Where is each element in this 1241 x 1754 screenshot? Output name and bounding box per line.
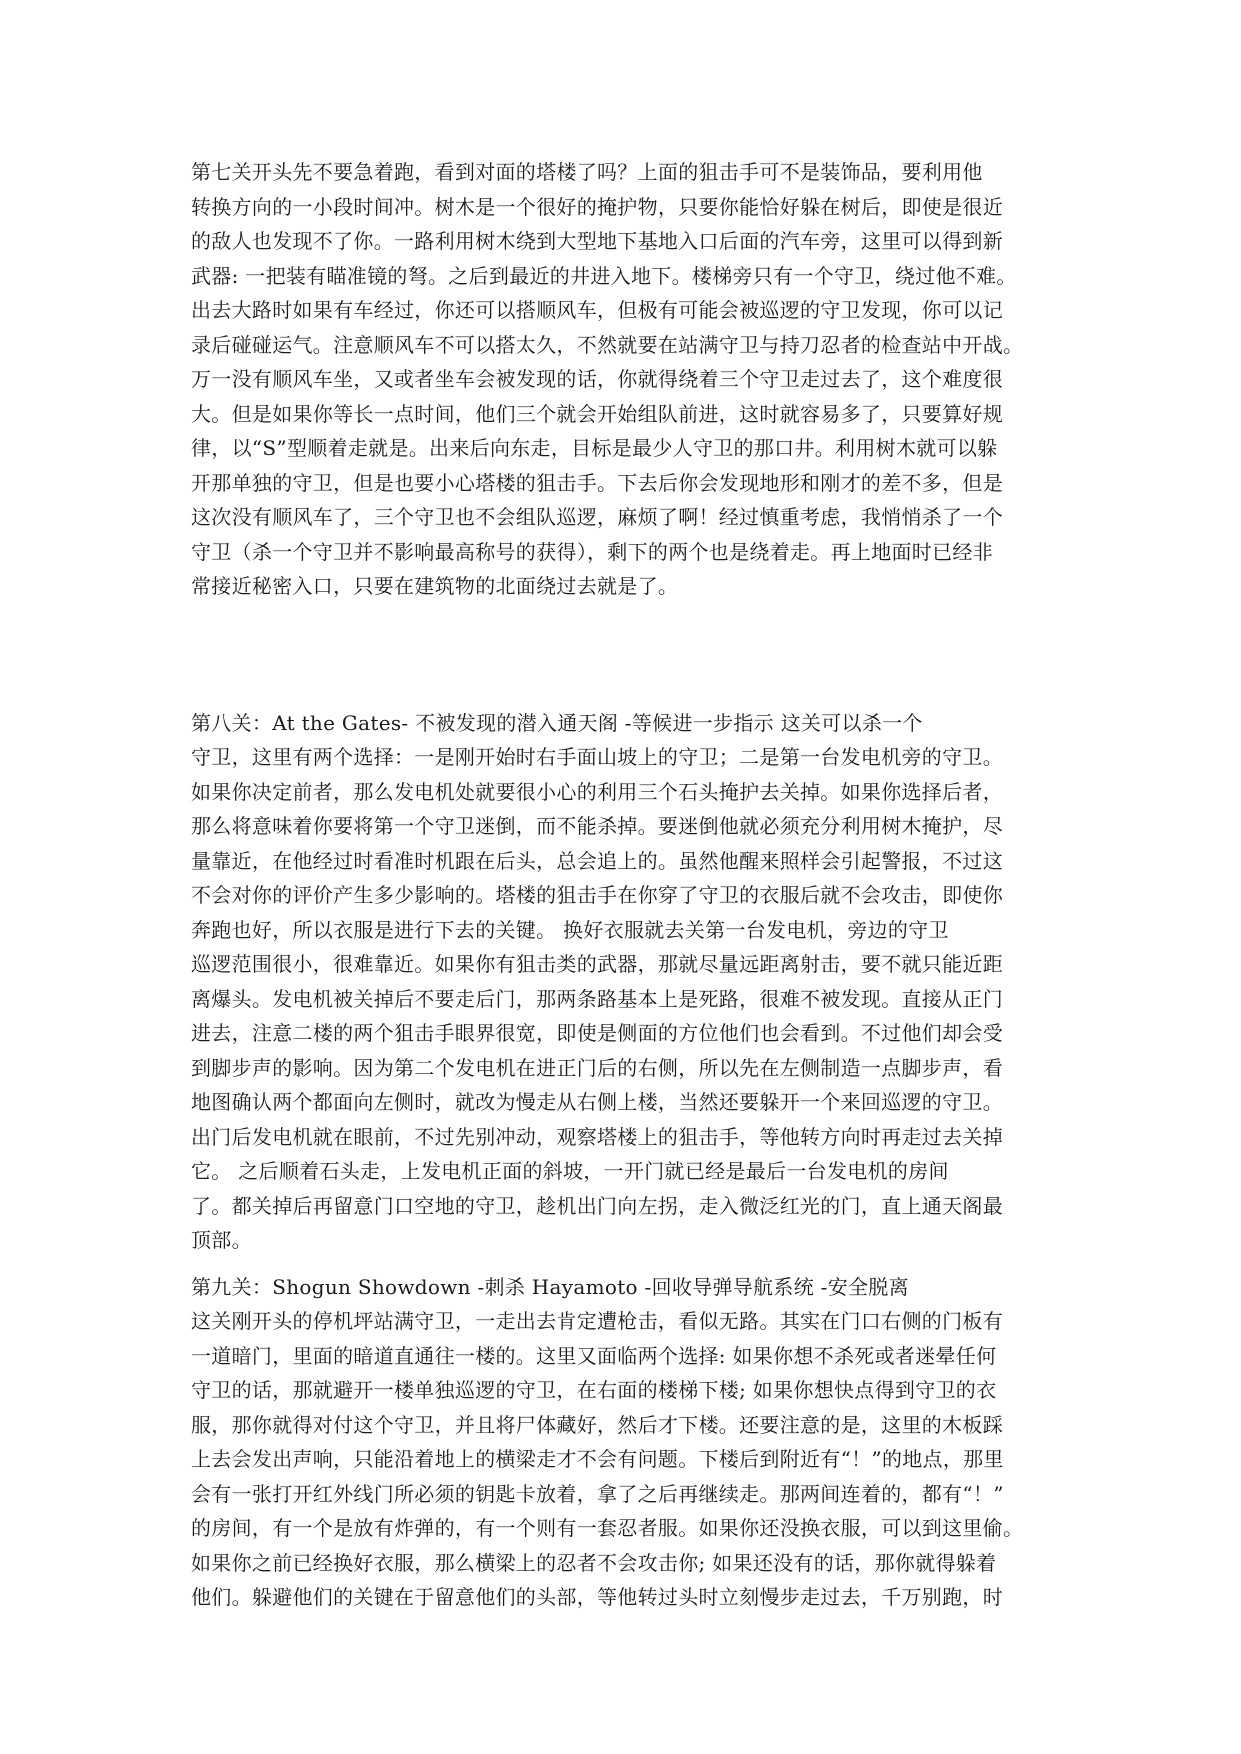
text-line: 进去，注意二楼的两个狙击手眼界很宽，即使是侧面的方位他们也会看到。不过他们却会受 [191,1021,1003,1045]
text-line: 他们。躲避他们的关键在于留意他们的头部，等他转过头时立刻慢步走过去，千万别跑，时 [191,1585,1003,1609]
text-line: 会有一张打开红外线门所必须的钥匙卡放着，拿了之后再继续走。那两间连着的，都有“！” [191,1481,1004,1506]
paragraph-spacer [191,604,1061,706]
text-line: 第八关：At the Gates- 不被发现的潜入通天阁 -等候进一步指示 这关可以杀一个 [191,710,923,735]
paragraph-level-7 [191,155,1061,604]
text-line: 它。 之后顺着石头走，上发电机正面的斜坡，一开门就已经是最后一台发电机的房间 [191,1159,949,1183]
text-line: 开那单独的守卫，但是也要小心塔楼的狙击手。下去后你会发现地形和刚才的差不多，但是 [191,470,1003,495]
text-line: 守卫（杀一个守卫并不影响最高称号的获得），剩下的两个也是绕着走。再上地面时已经非 [191,539,993,564]
text-line: 律，以“S”型顺着走就是。出来后向东走，目标是最少人守卫的那口井。利用树木就可以躲 [191,436,998,460]
text-line: 巡逻范围很小，很难靠近。如果你有狙击类的武器，那就尽量远距离射击，要不就只能近距 [191,952,1003,976]
text-line: 守卫，这里有两个选择：一是刚开始时右手面山坡上的守卫；二是第一台发电机旁的守卫。 [191,745,1003,769]
text-line: 万一没有顺风车坐，又或者坐车会被发现的话，你就得绕着三个守卫走过去了，这个难度很 [191,367,1003,391]
text-line: 转换方向的一小段时间冲。树木是一个很好的掩护物，只要你能恰好躲在树后，即使是很近 [191,194,1003,219]
text-line: 不会对你的评价产生多少影响的。塔楼的狙击手在你穿了守卫的衣服后就不会攻击，即使你 [191,883,1003,907]
text-line: 的房间，有一个是放有炸弹的，有一个则有一套忍者服。如果你还没换衣服，可以到这里偷。 [191,1516,1024,1540]
text-line: 守卫的话，那就避开一楼单独巡逻的守卫，在右面的楼梯下楼; 如果你想快点得到守卫的衣 [191,1378,997,1402]
text-line: 如果你之前已经换好衣服，那么横梁上的忍者不会攻击你; 如果还没有的话，那你就得躲着 [191,1550,997,1575]
text-line: 一道暗门，里面的暗道直通往一楼的。这里又面临两个选择: 如果你想不杀死或者迷晕任何 [191,1343,997,1368]
text-line: 第七关开头先不要急着跑，看到对面的塔楼了吗？上面的狙击手可不是装饰品，要利用他 [191,160,983,184]
text-line: 这关刚开头的停机坪站满守卫，一走出去肯定遭枪击，看似无路。其实在门口右侧的门板有 [191,1309,1003,1333]
text-line: 如果你决定前者，那么发电机处就要很小心的利用三个石头掩护去关掉。如果你选择后者， [191,779,1003,804]
text-line: 了。都关掉后再留意门口空地的守卫，趁机出门向左拐，走入微泛红光的门，直上通天阁最 [191,1193,1003,1218]
paragraph-spacer [191,1258,1061,1270]
text-line: 出门后发电机就在眼前，不过先别冲动，观察塔楼上的狙击手，等他转方向时再走过去关掉 [191,1124,1003,1149]
text-line: 第九关：Shogun Showdown -刺杀 Hayamoto -回收导弹导航系统 -安全脱离 [191,1274,909,1299]
text-line: 到脚步声的影响。因为第二个发电机在进正门后的右侧，所以先在左侧制造一点脚步声，看 [191,1055,1003,1080]
text-line: 离爆头。发电机被关掉后不要走后门，那两条路基本上是死路，很难不被发现。直接从正门 [191,986,1003,1011]
text-line: 那么将意味着你要将第一个守卫迷倒，而不能杀掉。要迷倒他就必须充分利用树木掩护，尽 [191,814,1003,838]
text-line: 大。但是如果你等长一点时间，他们三个就会开始组队前进，这时就容易多了，只要算好规 [191,401,1003,426]
text-line: 地图确认两个都面向左侧时，就改为慢走从右侧上楼，当然还要躲开一个来回巡逻的守卫。 [191,1090,1003,1114]
text-line: 录后碰碰运气。注意顺风车不可以搭太久，不然就要在站满守卫与持刀忍者的检查站中开战。 [191,332,1024,357]
paragraph-level-9 [191,1270,1061,1615]
text-line: 这次没有顺风车了，三个守卫也不会组队巡逻，麻烦了啊！经过慎重考虑，我悄悄杀了一个 [191,505,1003,529]
document-page [191,155,1061,1615]
text-line: 的敌人也发现不了你。一路利用树木绕到大型地下基地入口后面的汽车旁，这里可以得到新 [191,229,1003,253]
text-line: 武器: 一把装有瞄准镜的弩。之后到最近的井进入地下。楼梯旁只有一个守卫，绕过他不难。 [191,263,1017,288]
text-line: 上去会发出声响，只能沿着地上的横梁走才不会有问题。下楼后到附近有“！”的地点，那里 [191,1447,1004,1471]
text-line: 出去大路时如果有车经过，你还可以搭顺风车，但极有可能会被巡逻的守卫发现，你可以记 [191,298,1003,322]
text-line: 量靠近，在他经过时看准时机跟在后头，总会追上的。虽然他醒来照样会引起警报，不过这 [191,848,1003,873]
paragraph-level-8 [191,706,1061,1258]
text-line: 服，那你就得对付这个守卫，并且将尸体藏好，然后才下楼。还要注意的是，这里的木板踩 [191,1412,1003,1437]
text-line: 奔跑也好，所以衣服是进行下去的关键。 换好衣服就去关第一台发电机，旁边的守卫 [191,917,949,942]
text-line: 常接近秘密入口，只要在建筑物的北面绕过去就是了。 [191,574,679,598]
text-line: 顶部。 [191,1228,252,1252]
